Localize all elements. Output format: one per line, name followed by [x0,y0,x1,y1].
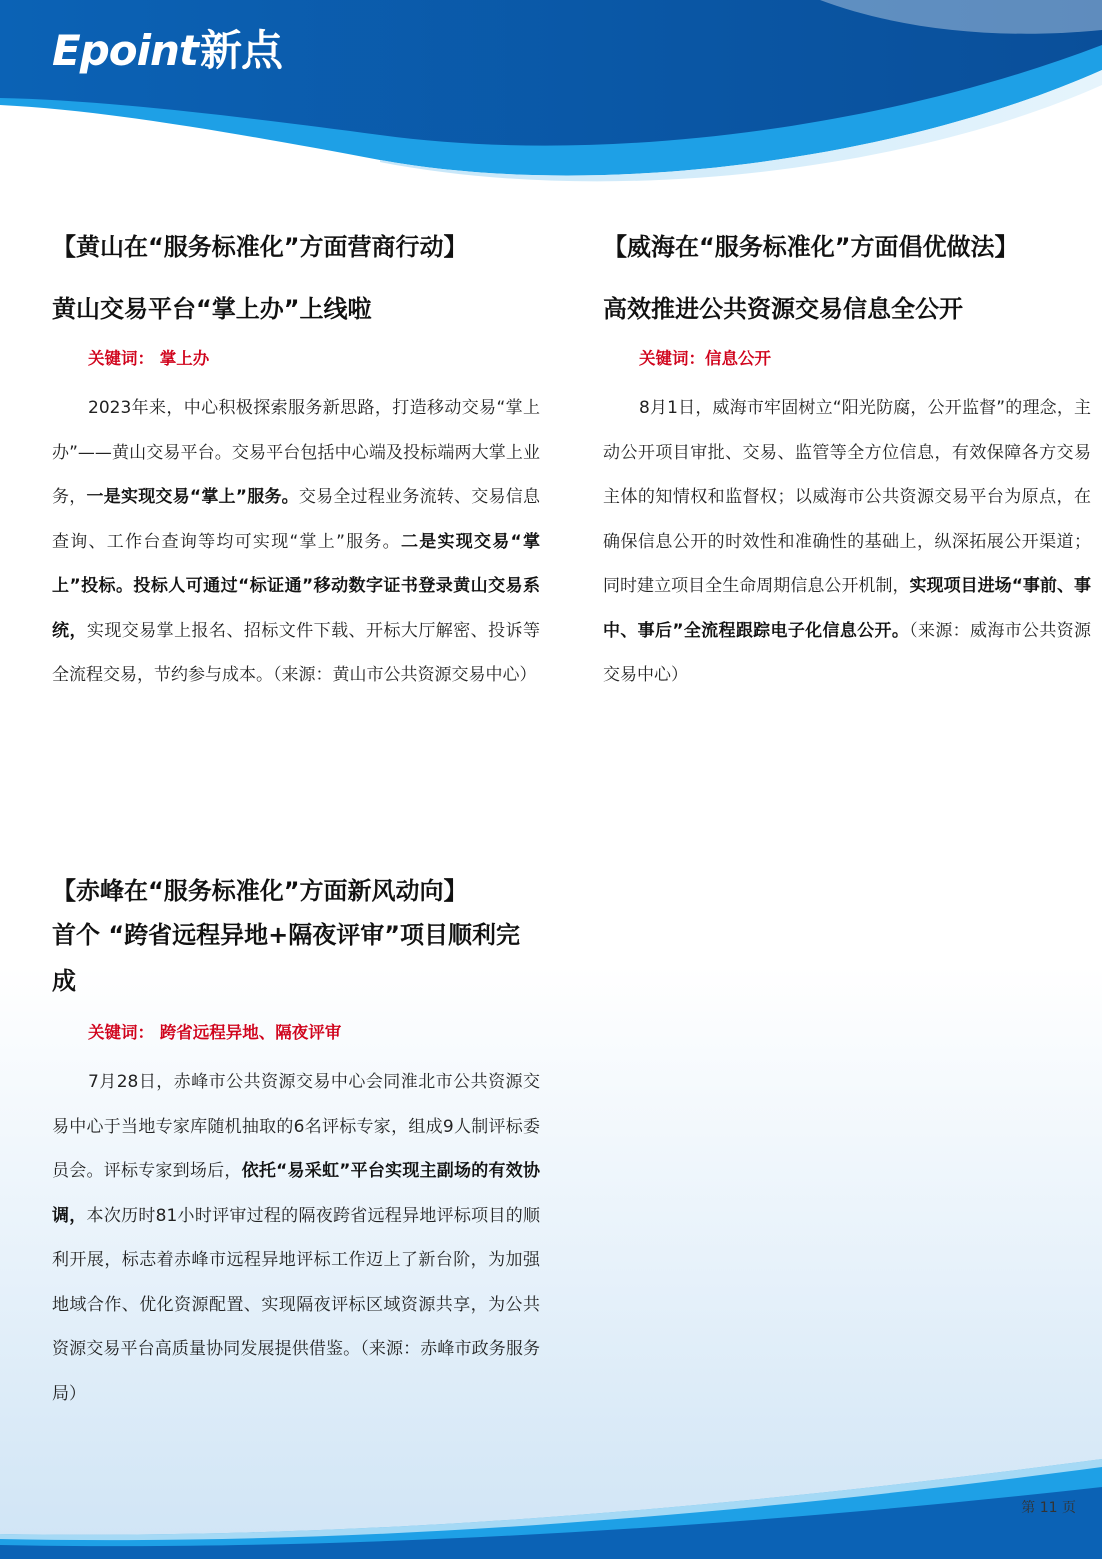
body-segment: 8月1日，威海市牢固树立“阳光防腐，公开监督”的理念，主动公开项目审批、交易、监管等全方位信息，有效保障各方交易主体的知情权和监督权；以威海市公共资源交易平台为原点，在确保信息公开的时效性和准确性的基础上，纵深拓展公开渠道；同时建立项目全生命周期信息公开机制， [603,398,1091,596]
article-subtitle: 高效推进公共资源交易信息全公开 [603,295,963,323]
body-segment: 7月28日，赤峰市公共资源交易中心会同淮北市公共资源交易中心于当地专家库随机抽取的6名评标专家，组成9人制评标委员会。评标专家到场后， [52,1072,540,1181]
article-weihai [603,226,1091,698]
logo-latin: Epoint [52,26,198,75]
article-keywords: 关键词： 掌上办 [88,349,210,368]
body-segment: （来源：威海市公共资源交易中心） [603,620,1091,685]
article-subtitle: 黄山交易平台“掌上办”上线啦 [52,295,372,323]
brand-logo [52,26,282,76]
article-body [52,386,540,698]
body-segment: 交易全过程业务流转、交易信息查询、工作台查询等均可实现“掌上”服务。 [52,487,541,552]
page-number: 第 11 页 [1021,1500,1076,1516]
article-subtitle: 首个 “跨省远程异地+隔夜评审”项目顺利完成 [52,921,521,995]
article-keywords: 关键词：信息公开 [639,349,771,368]
article-chifeng [52,870,540,1416]
article-title: 【威海在“服务标准化”方面倡优做法】 [603,233,1019,261]
logo-cn: 新点 [199,26,282,75]
body-segment: 2023年来，中心积极探索服务新思路，打造移动交易“掌上办”——黄山交易平台。交易平台包括中心端及投标端两大掌上业务， [52,398,540,507]
article-huangshan [52,226,540,698]
footer-wave-graphic [0,1439,1102,1559]
body-segment-bold: 二是实现交易“掌上”投标。投标人可通过“标证通”移动数字证书登录黄山交易系统， [52,531,540,641]
article-title: 【赤峰在“服务标准化”方面新风动向】 [52,877,468,905]
article-keywords: 关键词： 跨省远程异地、隔夜评审 [88,1023,342,1042]
body-segment-bold: 一是实现交易“掌上”服务。 [86,487,299,507]
body-segment-bold: 实现项目进场“事前、事中、事后”全流程跟踪电子化信息公开。 [603,576,1091,641]
article-title: 【黄山在“服务标准化”方面营商行动】 [52,233,468,261]
body-segment-bold: 依托“易采虹”平台实现主副场的有效协调， [52,1161,540,1226]
article-body [603,386,1091,698]
body-segment: 本次历时81小时评审过程的隔夜跨省远程异地评标项目的顺利开展，标志着赤峰市远程异地评标工作迈上了新台阶，为加强地域合作、优化资源配置、实现隔夜评标区域资源共享，为公共资源交易平台高质量协同发展提供借鉴。（来源：赤峰市政务服务局） [52,1205,540,1404]
body-segment: 实现交易掌上报名、招标文件下载、开标大厅解密、投诉等全流程交易，节约参与成本。（来源：黄山市公共资源交易中心） [52,620,541,685]
article-body [52,1060,540,1416]
